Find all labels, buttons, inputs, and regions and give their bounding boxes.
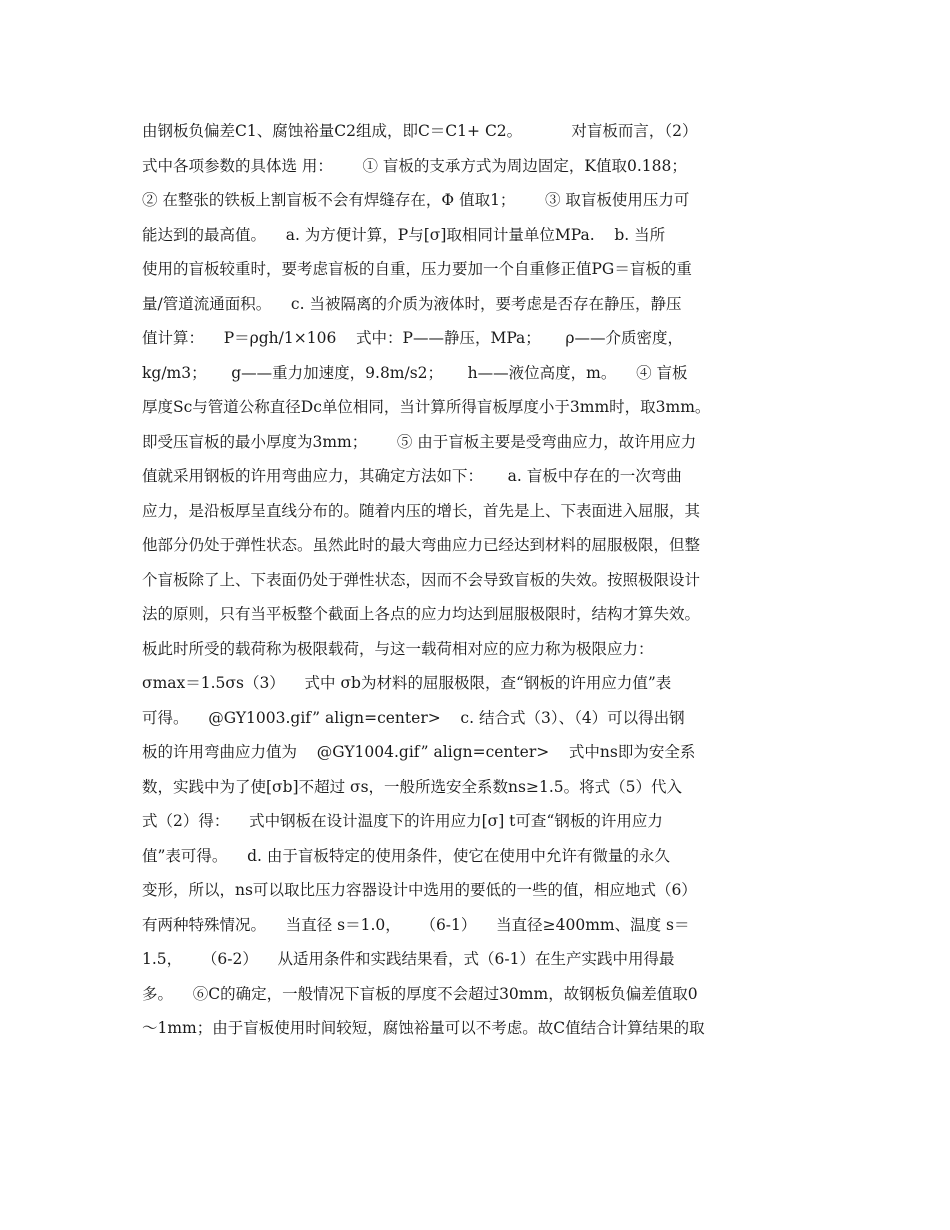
body-text — [142, 114, 842, 1046]
text-line: 板此时所受的载荷称为极限载荷，与这一载荷相对应的应力称为极限应力： — [142, 639, 654, 658]
text-line: 能达到的最高值。 a. 为方便计算，P与[σ]取相同计量单位MPa. b. 当所 — [142, 225, 666, 244]
text-line: 量/管道流通面积。 c. 当被隔离的介质为液体时，要考虑是否存在静压，静压 — [142, 294, 682, 313]
text-line: 数，实践中为了使[σb]不超过 σs，一般所选安全系数ns≥1.5。将式（5）代入 — [142, 777, 682, 796]
text-line: 值”表可得。 d. 由于盲板特定的使用条件，使它在使用中允许有微量的永久 — [142, 846, 670, 865]
text-line: 可得。 @GY1003.gif” align=center> c. 结合式（3）、（4）可以得出钢 — [142, 708, 685, 727]
text-line: 值就采用钢板的许用弯曲应力，其确定方法如下： a. 盲板中存在的一次弯曲 — [142, 467, 682, 485]
text-line: ～1mm；由于盲板使用时间较短，腐蚀裕量可以不考虑。故C值结合计算结果的取 — [142, 1019, 705, 1037]
text-line: 式中各项参数的具体选 用： ① 盲板的支承方式为周边固定，K值取0.188； — [142, 156, 687, 175]
text-line: 他部分仍处于弹性状态。虽然此时的最大弯曲应力已经达到材料的屈服极限，但整 — [142, 536, 701, 554]
text-line: 式（2）得： 式中钢板在设计温度下的许用应力[σ] t可查“钢板的许用应力 — [142, 812, 663, 830]
text-line: 即受压盲板的最小厚度为3mm； ⑤ 由于盲板主要是受弯曲应力，故许用应力 — [142, 432, 697, 451]
text-line: 值计算： P＝ρgh/1×106 式中：P——静压，MPa； ρ——介质密度， — [142, 329, 684, 347]
text-line: 应力，是沿板厚呈直线分布的。随着内压的增长，首先是上、下表面进入屈服，其 — [142, 501, 701, 520]
text-line: σmax＝1.5σs（3） 式中 σb为材料的屈服极限，查“钢板的许用应力值”表 — [142, 674, 672, 692]
text-line: 个盲板除了上、下表面仍处于弹性状态，因而不会导致盲板的失效。按照极限设计 — [142, 570, 701, 589]
text-line: kg/m3； g——重力加速度，9.8m/s2； h——液位高度，m。 ④ 盲板 — [142, 363, 688, 382]
text-line: ② 在整张的铁板上割盲板不会有焊缝存在，Φ 值取1； ③ 取盲板使用压力可 — [142, 191, 690, 209]
text-line: 由钢板负偏差C1、腐蚀裕量C2组成，即C＝C1+ C2。 对盲板而言，（2） — [142, 122, 698, 140]
text-line: 1.5， （6-2） 从适用条件和实践结果看，式（6-1）在生产实践中用得最 — [142, 950, 675, 968]
text-line: 变形，所以，ns可以取比压力容器设计中选用的要低的一些的值，相应地式（6） — [142, 881, 697, 899]
text-line: 有两种特殊情况。 当直径 s＝1.0， （6-1） 当直径≥400mm、温度 s＝ — [142, 915, 690, 934]
text-line: 法的原则，只有当平板整个截面上各点的应力均达到屈服极限时，结构才算失效。 — [142, 605, 701, 623]
text-line: 板的许用弯曲应力值为 @GY1004.gif” align=center> 式中ns即为安全系 — [142, 743, 696, 761]
text-line: 多。 ⑥C的确定，一般情况下盲板的厚度不会超过30mm，故钢板负偏差值取0 — [142, 984, 698, 1003]
text-line: 使用的盲板较重时，要考虑盲板的自重，压力要加一个自重修正值PG＝盲板的重 — [142, 260, 692, 278]
text-line: 厚度Sc与管道公称直径Dc单位相同，当计算所得盲板厚度小于3mm时，取3mm。 — [142, 398, 711, 416]
